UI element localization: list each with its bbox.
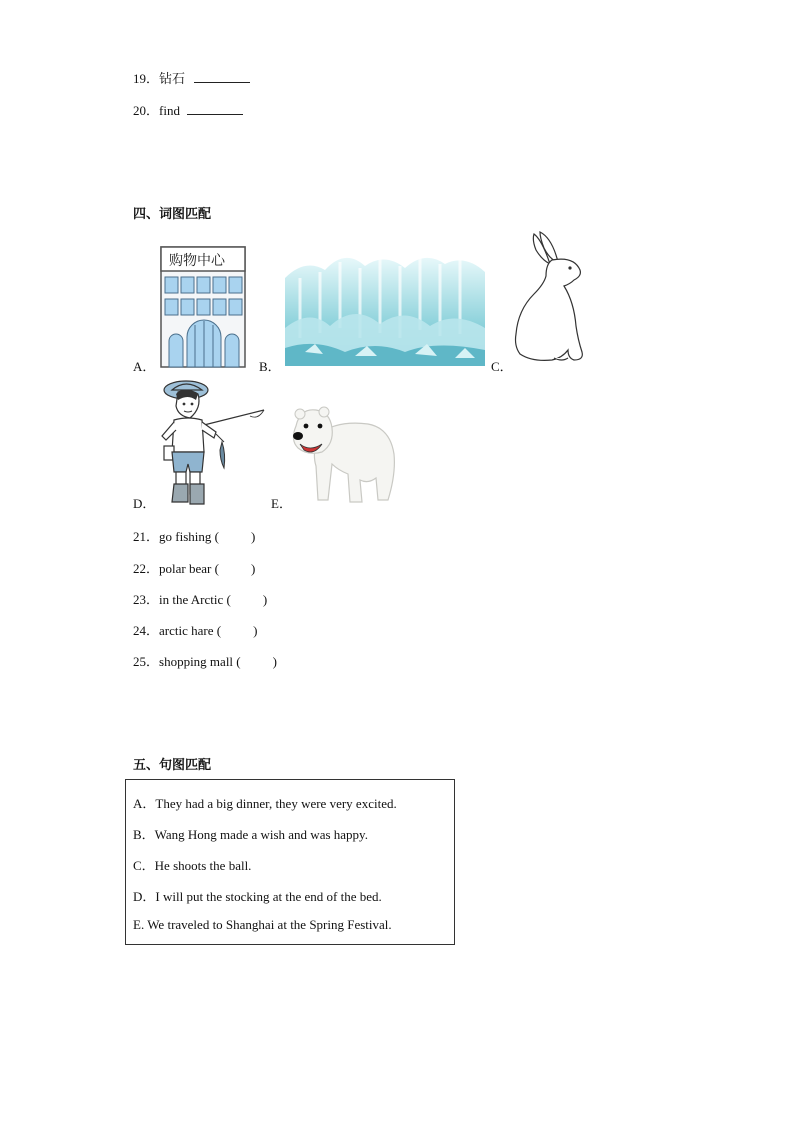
question-number: 21． <box>133 529 160 544</box>
question-number: 24． <box>133 623 160 638</box>
question-21 <box>133 526 255 545</box>
arctic-hare-image <box>512 230 588 364</box>
polar-bear-icon <box>288 404 398 506</box>
item-text: find <box>159 103 180 118</box>
answer-blank[interactable] <box>194 70 250 83</box>
close-paren: ) <box>250 529 256 544</box>
option-b-label: B． <box>259 359 281 374</box>
question-24 <box>133 620 257 639</box>
answer-blank[interactable] <box>187 102 243 115</box>
close-paren: ) <box>272 654 277 669</box>
option-d-label: D． <box>133 496 156 511</box>
section-4-title: 四、词图匹配 <box>133 206 212 221</box>
vocab-item-20 <box>133 100 243 119</box>
sentence-b: B．Wang Hong made a wish and was happy. <box>133 827 368 842</box>
sentence-d: D．I will put the stocking at the end of the bed. <box>133 889 382 904</box>
question-number: 23． <box>133 592 160 607</box>
polar-bear-image <box>288 404 398 506</box>
item-number: 19． <box>133 71 160 86</box>
boy-fishing-image <box>158 380 266 506</box>
question-25 <box>133 651 277 670</box>
question-23 <box>133 589 267 608</box>
hare-icon <box>512 230 588 364</box>
iceberg-image <box>285 248 485 366</box>
item-number: 20． <box>133 103 160 118</box>
shopping-mall-image <box>159 245 249 369</box>
option-c-label: C． <box>491 359 513 374</box>
option-a-label: A． <box>133 359 156 374</box>
question-text: arctic hare ( <box>159 623 222 638</box>
sentence-a: A．They had a big dinner, they were very excited. <box>133 796 397 811</box>
vocab-item-19 <box>133 68 250 87</box>
sentence-c: C．He shoots the ball. <box>133 858 252 873</box>
question-number: 25． <box>133 654 160 669</box>
section-5-title: 五、句图匹配 <box>133 757 212 772</box>
question-text: shopping mall ( <box>159 654 241 669</box>
sentence-e: E. We traveled to Shanghai at the Spring Festival. <box>133 917 392 932</box>
question-text: polar bear ( <box>159 561 219 576</box>
sentence-box <box>125 779 455 945</box>
option-e-label: E． <box>271 496 292 511</box>
close-paren: ) <box>262 592 268 607</box>
close-paren: ) <box>253 623 258 638</box>
close-paren: ) <box>250 561 256 576</box>
question-text: go fishing ( <box>159 529 219 544</box>
item-text: 钻石 <box>159 71 186 86</box>
boy-fishing-icon <box>158 380 266 506</box>
mall-sign-text: 购物中心 <box>169 253 225 269</box>
question-text: in the Arctic ( <box>159 592 231 607</box>
iceberg-icon <box>285 248 485 366</box>
question-22 <box>133 558 255 577</box>
question-number: 22． <box>133 561 160 576</box>
